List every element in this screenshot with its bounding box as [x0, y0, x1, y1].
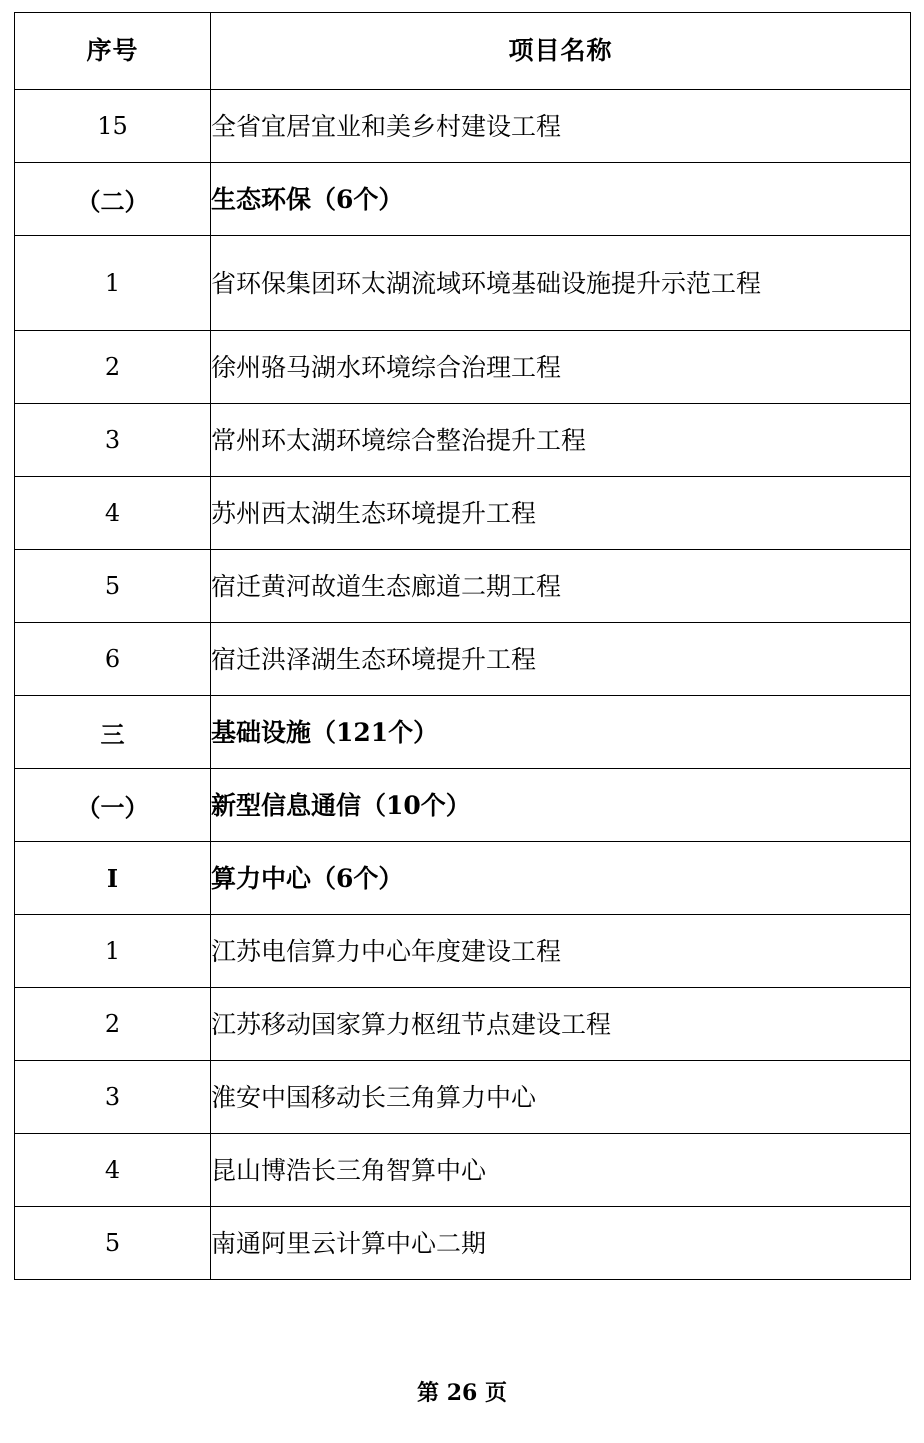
table-row [15, 477, 911, 550]
row-index-cell: 15 [15, 90, 211, 163]
row-project-name-cell: 淮安中国移动长三角算力中心 [211, 1061, 911, 1134]
table-row [15, 988, 911, 1061]
row-project-name-cell: 基础设施（121个） [211, 696, 911, 769]
row-index-cell: 5 [15, 1207, 211, 1280]
table-row [15, 769, 911, 842]
row-project-name-cell: 徐州骆马湖水环境综合治理工程 [211, 331, 911, 404]
row-project-name-cell: 算力中心（6个） [211, 842, 911, 915]
table-row [15, 696, 911, 769]
row-project-name-cell: 省环保集团环太湖流域环境基础设施提升示范工程 [211, 236, 911, 331]
row-project-name-cell: 宿迁黄河故道生态廊道二期工程 [211, 550, 911, 623]
row-index-cell: 1 [15, 915, 211, 988]
row-index-cell: （二） [15, 163, 211, 236]
table-row [15, 90, 911, 163]
row-index-cell: 4 [15, 1134, 211, 1207]
table-row [15, 236, 911, 331]
row-index-cell: 1 [15, 236, 211, 331]
table-header [15, 13, 911, 90]
page-footer: 第 26 页 [417, 1380, 507, 1406]
row-index-cell: 2 [15, 331, 211, 404]
row-project-name-cell: 昆山博浩长三角智算中心 [211, 1134, 911, 1207]
table-row [15, 1061, 911, 1134]
row-project-name-cell: 新型信息通信（10个） [211, 769, 911, 842]
row-project-name-cell: 常州环太湖环境综合整治提升工程 [211, 404, 911, 477]
row-index-cell: 2 [15, 988, 211, 1061]
table-body [15, 90, 911, 1280]
table-row [15, 331, 911, 404]
row-project-name-cell: 宿迁洪泽湖生态环境提升工程 [211, 623, 911, 696]
table-header-row [15, 13, 911, 90]
table-row [15, 163, 911, 236]
row-index-cell: 3 [15, 1061, 211, 1134]
row-index-cell: 3 [15, 404, 211, 477]
table-row [15, 915, 911, 988]
project-list-table [14, 12, 911, 1280]
column-header-project-name: 项目名称 [211, 13, 911, 90]
table-row [15, 1134, 911, 1207]
row-index-cell: 三 [15, 696, 211, 769]
row-index-cell: 4 [15, 477, 211, 550]
table-row [15, 550, 911, 623]
column-header-index: 序号 [15, 13, 211, 90]
row-project-name-cell: 江苏移动国家算力枢纽节点建设工程 [211, 988, 911, 1061]
row-index-cell: 5 [15, 550, 211, 623]
row-project-name-cell: 江苏电信算力中心年度建设工程 [211, 915, 911, 988]
row-project-name-cell: 全省宜居宜业和美乡村建设工程 [211, 90, 911, 163]
row-project-name-cell: 苏州西太湖生态环境提升工程 [211, 477, 911, 550]
table-row [15, 623, 911, 696]
row-index-cell: 6 [15, 623, 211, 696]
table-row [15, 404, 911, 477]
row-project-name-cell: 南通阿里云计算中心二期 [211, 1207, 911, 1280]
row-index-cell: Ⅰ [15, 842, 211, 915]
table-row [15, 842, 911, 915]
table-row [15, 1207, 911, 1280]
row-project-name-cell: 生态环保（6个） [211, 163, 911, 236]
row-index-cell: （一） [15, 769, 211, 842]
